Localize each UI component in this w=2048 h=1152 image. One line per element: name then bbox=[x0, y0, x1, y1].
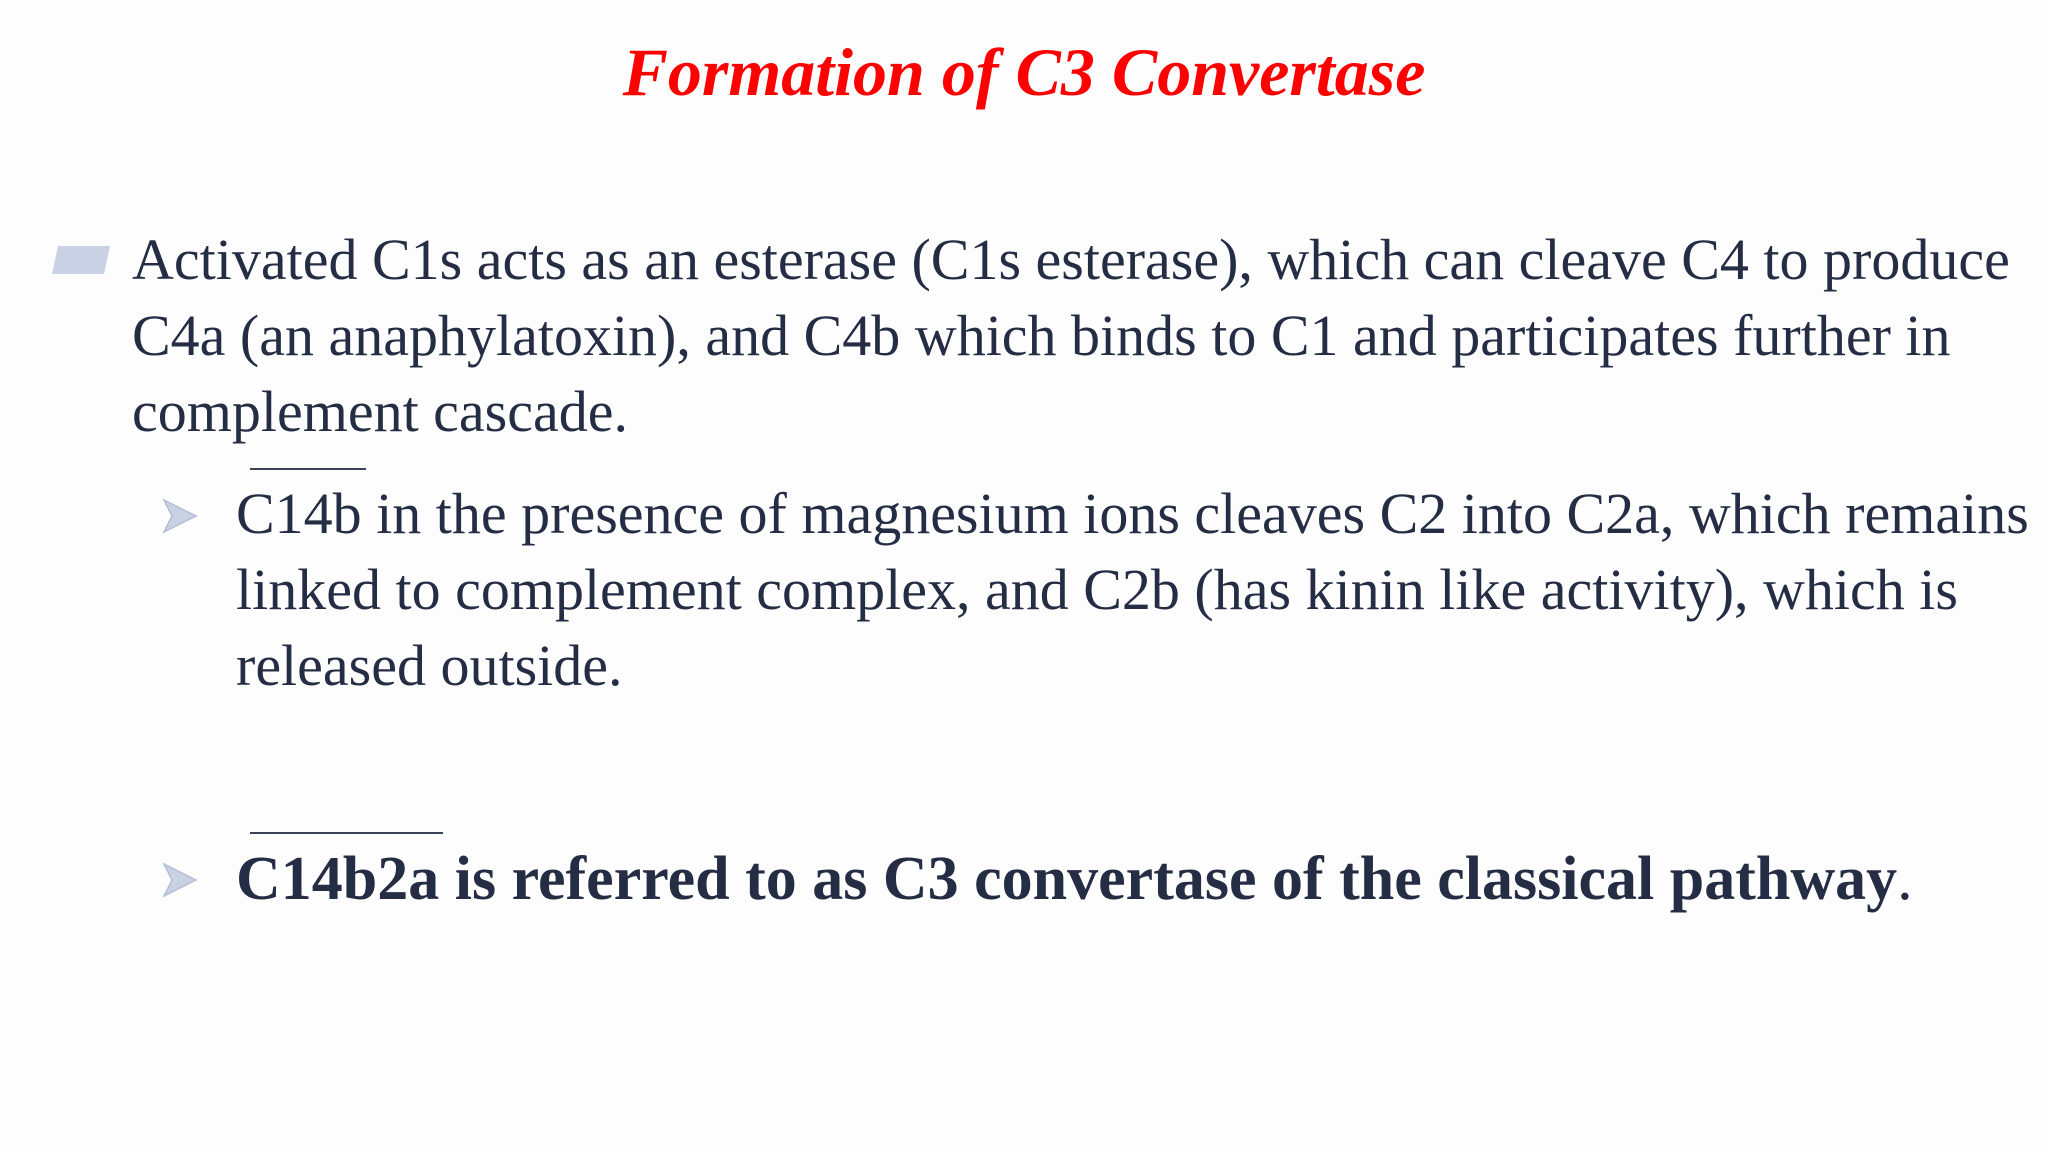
overlined-complex-term: C14b2a bbox=[236, 838, 439, 920]
parallelogram-bullet-icon bbox=[52, 246, 110, 274]
sub-bullet-text bbox=[236, 476, 2036, 704]
trailing-period: . bbox=[1897, 845, 1913, 913]
sub-bullet-description: in the presence of magnesium ions cleaves C2 into C2a, which remains linked to complement complex, and C2b (has kinin like activity), which is released outside. bbox=[236, 481, 2029, 698]
sub-bullet-text bbox=[236, 838, 2036, 920]
sub-bullet-description: is referred to as C3 convertase of the classical pathway bbox=[439, 845, 1898, 913]
arrowhead-bullet-icon bbox=[160, 860, 200, 900]
arrowhead-bullet-icon bbox=[160, 496, 200, 536]
slide-title: Formation of C3 Convertase bbox=[622, 34, 1426, 110]
main-bullet-text: Activated C1s acts as an esterase (C1s esterase), which can cleave C4 to produce C4a (an anaphylatoxin), and C4b which binds to C1 and participates further in complement cascade. bbox=[132, 227, 2010, 444]
overlined-complex-term: C14b bbox=[236, 476, 362, 552]
